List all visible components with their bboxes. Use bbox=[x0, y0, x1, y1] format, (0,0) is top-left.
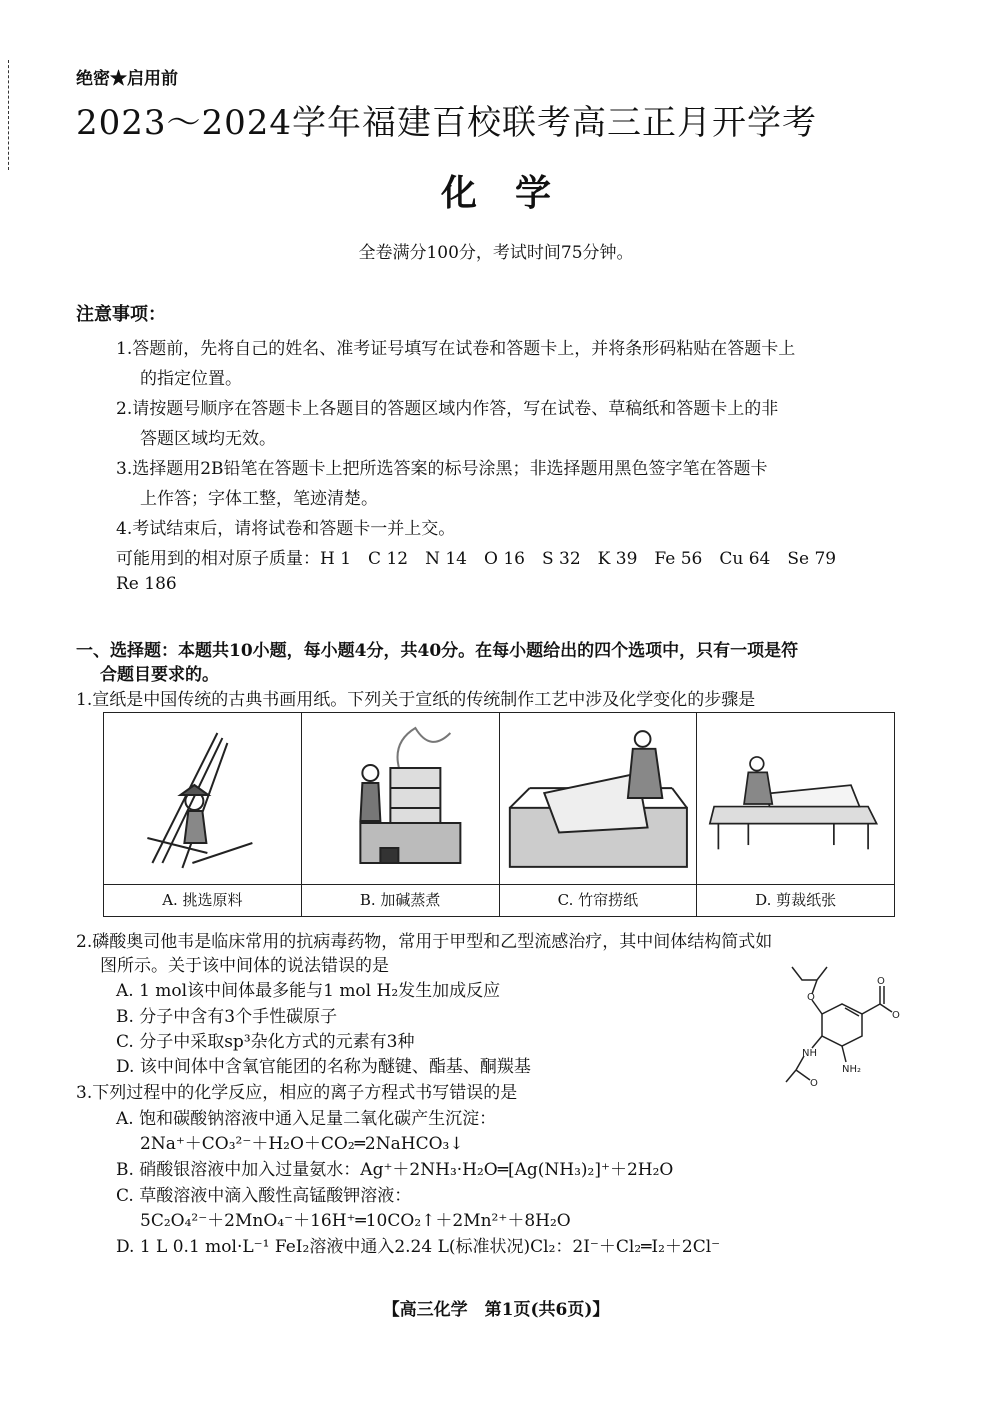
question-3-option-d: D. 1 L 0.1 mol·L⁻¹ FeI₂溶液中通入2.24 L(标准状况)Cl₂：2I⁻＋Cl₂═I₂＋2Cl⁻ bbox=[116, 1237, 721, 1257]
question-3-option-b: B. 硝酸银溶液中加入过量氨水：Ag⁺＋2NH₃·H₂O═[Ag(NH₃)₂]⁺＋2H₂O bbox=[116, 1160, 674, 1180]
note-line: 4.考试结束后，请将试卷和答题卡一并上交。 bbox=[116, 519, 456, 539]
question-3-stem: 3.下列过程中的化学反应，相应的离子方程式书写错误的是 bbox=[76, 1083, 518, 1103]
score-info: 全卷满分100分，考试时间75分钟。 bbox=[358, 243, 634, 263]
question-2-option-d: D. 该中间体中含氧官能团的名称为醚键、酯基、酮羰基 bbox=[116, 1057, 531, 1077]
question-3-equation-a: 2Na⁺＋CO₃²⁻＋H₂O＋CO₂═2NaHCO₃↓ bbox=[140, 1134, 464, 1154]
option-a-cell bbox=[104, 713, 302, 916]
ester-oxygen-label: O bbox=[892, 1010, 900, 1021]
option-a-caption: A. 挑选原料 bbox=[104, 884, 301, 916]
question-2-option-b: B. 分子中含有3个手性碳原子 bbox=[116, 1007, 338, 1027]
question-3-equation-c: 5C₂O₄²⁻＋2MnO₄⁻＋16H⁺═10CO₂↑＋2Mn²⁺＋8H₂O bbox=[140, 1211, 571, 1231]
page-footer: 【高三化学 第1页(共6页)】 bbox=[382, 1300, 610, 1320]
option-c-caption: C. 竹帘捞纸 bbox=[500, 884, 697, 916]
section-heading: 一、选择题：本题共10小题，每小题4分，共40分。在每小题给出的四个选项中，只有一项是符 bbox=[76, 641, 799, 661]
question-3-option-a: A. 饱和碳酸钠溶液中通入足量二氧化碳产生沉淀： bbox=[116, 1109, 497, 1129]
note-line: 2.请按题号顺序在答题卡上各题目的答题区域内作答，写在试卷、草稿纸和答题卡上的非 bbox=[116, 399, 779, 419]
alkali-boiling-illustration bbox=[302, 713, 499, 883]
amine-label: NH₂ bbox=[842, 1064, 862, 1075]
atomic-masses-cont: Re 186 bbox=[116, 574, 177, 594]
option-d-caption: D. 剪裁纸张 bbox=[697, 884, 894, 916]
papermaking-image-table bbox=[103, 712, 895, 917]
note-line: 的指定位置。 bbox=[140, 369, 242, 389]
option-b-caption: B. 加碱蒸煮 bbox=[302, 884, 499, 916]
note-line: 上作答；字体工整，笔迹清楚。 bbox=[140, 489, 378, 509]
ether-oxygen-label: O bbox=[807, 992, 815, 1003]
section-heading-cont: 合题目要求的。 bbox=[100, 665, 219, 685]
carbonyl-oxygen-label: O bbox=[877, 976, 885, 987]
structural-formula bbox=[782, 962, 912, 1092]
note-line: 1.答题前，先将自己的姓名、准考证号填写在试卷和答题卡上，并将条形码粘贴在答题卡上 bbox=[116, 339, 796, 359]
bamboo-screen-illustration bbox=[500, 713, 697, 883]
option-b-cell bbox=[302, 713, 500, 916]
exam-title: 2023～2024学年福建百校联考高三正月开学考 bbox=[76, 103, 818, 143]
note-line: 3.选择题用2B铅笔在答题卡上把所选答案的标号涂黑；非选择题用黑色签字笔在答题卡 bbox=[116, 459, 768, 479]
option-d-cell bbox=[697, 713, 894, 916]
amide-nh-label: NH bbox=[802, 1048, 817, 1059]
question-1-stem: 1.宣纸是中国传统的古典书画用纸。下列关于宣纸的传统制作工艺中涉及化学变化的步骤是 bbox=[76, 690, 756, 710]
bamboo-selection-illustration bbox=[104, 713, 301, 883]
paper-cutting-illustration bbox=[697, 713, 894, 883]
binding-margin-line bbox=[8, 60, 9, 170]
notes-heading: 注意事项： bbox=[76, 304, 166, 325]
question-2-option-a: A. 1 mol该中间体最多能与1 mol H₂发生加成反应 bbox=[116, 981, 501, 1001]
question-2-option-c: C. 分子中采取sp³杂化方式的元素有3种 bbox=[116, 1032, 415, 1052]
confidential-label: 绝密★启用前 bbox=[76, 69, 178, 89]
option-c-cell bbox=[500, 713, 698, 916]
note-line: 答题区域均无效。 bbox=[140, 429, 276, 449]
question-2-stem-cont: 图所示。关于该中间体的说法错误的是 bbox=[100, 956, 389, 976]
question-3-option-c: C. 草酸溶液中滴入酸性高锰酸钾溶液： bbox=[116, 1186, 412, 1206]
amide-oxygen-label: O bbox=[810, 1078, 818, 1089]
question-2-stem: 2.磷酸奥司他韦是临床常用的抗病毒药物，常用于甲型和乙型流感治疗，其中间体结构简式如 bbox=[76, 932, 773, 952]
atomic-masses: 可能用到的相对原子质量：H 1 C 12 N 14 O 16 S 32 K 39 Fe 56 Cu 64 Se 79 bbox=[116, 549, 837, 569]
subject-title: 化学 bbox=[440, 172, 589, 214]
